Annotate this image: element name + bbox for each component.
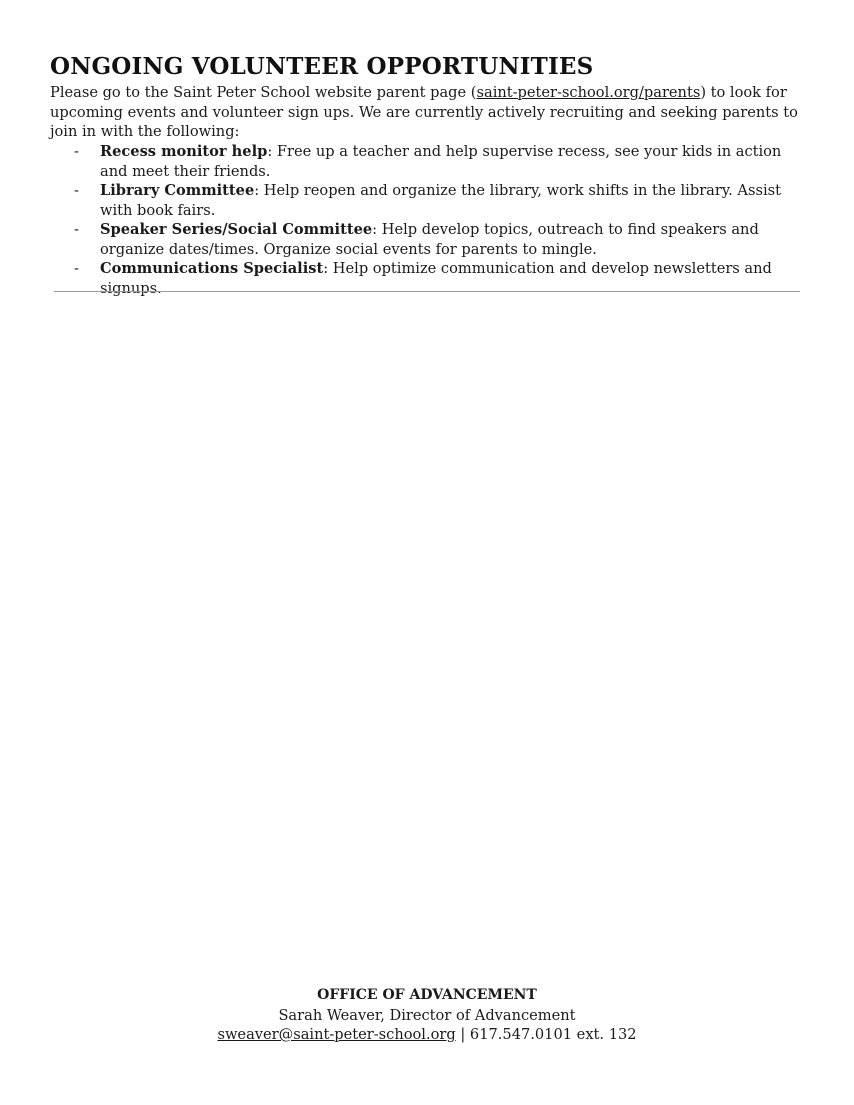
- email-link[interactable]: sweaver@saint-peter-school.org: [217, 1026, 456, 1043]
- page-title: ONGOING VOLUNTEER OPPORTUNITIES: [50, 53, 594, 80]
- opportunity-title: Recess monitor help: [100, 143, 268, 160]
- phone-number: | 617.547.0101 ext. 132: [455, 1026, 637, 1043]
- opportunity-description: : Help develop topics, outreach to find speakers and organize dates/times. Organize social events for parents to mingle.: [100, 221, 759, 258]
- intro-paragraph: [50, 83, 810, 142]
- list-item: [50, 142, 810, 181]
- dash-bullet: -: [74, 143, 79, 160]
- intro-text-before: Please go to the Saint Peter School website parent page (: [50, 84, 477, 101]
- opportunity-title: Library Committee: [100, 182, 255, 199]
- list-item: [50, 259, 810, 298]
- dash-bullet: -: [74, 221, 79, 238]
- horizontal-divider: [54, 291, 800, 292]
- office-name: OFFICE OF ADVANCEMENT: [317, 987, 537, 1003]
- opportunity-description: : Free up a teacher and help supervise recess, see your kids in action and meet their friends.: [100, 143, 782, 180]
- contact-name: Sarah Weaver, Director of Advancement: [278, 1006, 576, 1024]
- list-item: [50, 220, 810, 259]
- contact-line: [0, 1025, 854, 1045]
- parents-page-link[interactable]: saint-peter-school.org/parents: [476, 84, 701, 101]
- list-item: [50, 181, 810, 220]
- dash-bullet: -: [74, 182, 79, 199]
- opportunities-list: [50, 142, 810, 298]
- footer: [0, 986, 854, 1045]
- intro-text-after: ) to look for upcoming events and volunteer sign ups. We are currently actively recruiting and seeking parents to join in with the following:: [50, 84, 798, 140]
- dash-bullet: -: [74, 260, 79, 277]
- opportunity-description: : Help optimize communication and develop newsletters and signups.: [100, 260, 772, 297]
- opportunity-title: Communications Specialist: [100, 260, 324, 277]
- opportunity-title: Speaker Series/Social Committee: [100, 221, 373, 238]
- opportunity-description: : Help reopen and organize the library, work shifts in the library. Assist with book fairs.: [100, 182, 781, 219]
